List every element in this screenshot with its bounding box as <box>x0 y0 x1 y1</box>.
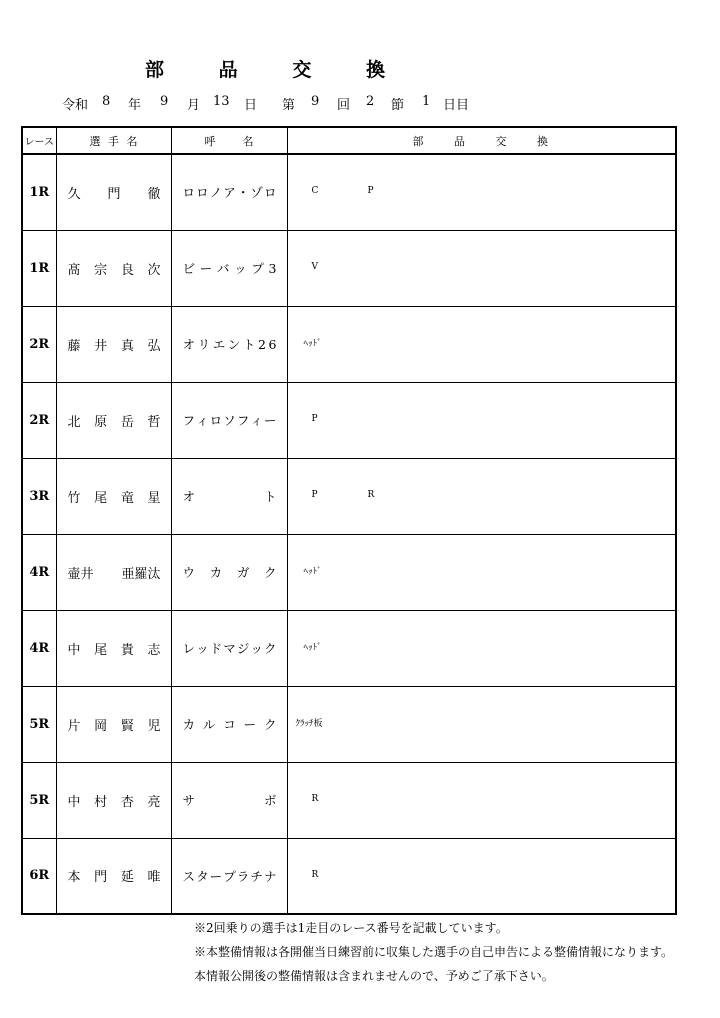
part-label: ﾍｯﾄﾞ <box>303 643 322 654</box>
racer-name-part: 徹 <box>147 186 161 202</box>
part-label: P <box>311 414 318 424</box>
month-unit: 月 <box>187 98 201 113</box>
racer-name-part: 村 <box>94 794 108 810</box>
parts-exchanged <box>287 458 676 534</box>
racer-name-part: 亮 <box>147 794 161 810</box>
call-name-char: プ <box>251 261 264 276</box>
header-char: 名 <box>242 134 254 148</box>
call-name-char: ・ <box>236 185 250 201</box>
parts-exchanged <box>287 306 676 382</box>
parts-exchanged <box>287 154 676 230</box>
page-title <box>145 55 385 82</box>
table-header-row <box>22 127 676 154</box>
call-name-char: ロ <box>209 413 223 428</box>
call-name <box>171 230 287 306</box>
table-row <box>22 230 676 306</box>
race-number: 2R <box>22 382 56 458</box>
part-label: R <box>367 490 375 500</box>
parts-exchanged <box>287 762 676 838</box>
racer-name-part: 竜 <box>120 490 134 506</box>
racer-name <box>56 382 171 458</box>
call-name-char: ス <box>182 868 196 884</box>
call-name-char: ッ <box>196 641 209 656</box>
call-name-char: ル <box>202 717 216 732</box>
call-name-char: フ <box>236 413 250 428</box>
call-name-char: ン <box>227 337 241 352</box>
call-name-char: ィ <box>196 413 209 428</box>
title-char: 交 <box>292 59 312 81</box>
racer-name-part: 貴 <box>120 642 134 658</box>
call-name-char: リ <box>197 337 211 352</box>
call-name-char: フ <box>182 413 196 428</box>
call-name-char: 6 <box>268 336 277 352</box>
racer-name <box>56 762 171 838</box>
call-name-char: ソ <box>223 413 236 428</box>
day-unit: 日 <box>244 98 258 113</box>
call-name-char: コ <box>223 717 236 732</box>
racer-name-part: 尾 <box>94 490 108 506</box>
parts-exchanged <box>287 838 676 914</box>
racer-name-part: 藤 <box>67 338 81 354</box>
racer-name-part: 弘 <box>147 338 161 354</box>
racer-name-part: 中 <box>67 642 81 658</box>
call-name-char: ロ <box>182 185 196 201</box>
racer-name-part: 児 <box>147 718 161 734</box>
racer-name-part: 岳 <box>120 414 134 430</box>
call-name-char: チ <box>250 868 263 884</box>
header-char: 呼 <box>204 134 216 148</box>
call-name-char: ク <box>263 717 277 732</box>
racer-name-part: 良 <box>120 262 134 278</box>
racer-name <box>56 230 171 306</box>
call-name-char: ノ <box>209 185 223 201</box>
racer-name-part: 杏 <box>120 794 134 810</box>
racer-name <box>56 458 171 534</box>
call-name <box>171 154 287 230</box>
call-name-char: カ <box>209 565 223 580</box>
year-unit: 年 <box>128 98 142 113</box>
part-label: ﾍｯﾄﾞ <box>303 567 322 578</box>
table-row <box>22 534 676 610</box>
racer-name-part: 亜羅汰 <box>121 566 161 582</box>
call-name-char: ビ <box>182 261 196 276</box>
racer-name-part: 井 <box>94 338 108 354</box>
race-number: 6R <box>22 838 56 914</box>
part-label: R <box>311 869 319 880</box>
title-char: 部 <box>145 59 165 81</box>
racer-name-part: 岡 <box>94 718 108 734</box>
parts-exchanged <box>287 534 676 610</box>
call-name-char: ロ <box>263 185 277 201</box>
title-char: 品 <box>218 59 238 81</box>
parts-exchanged <box>287 610 676 686</box>
racer-name-part: 竹 <box>67 490 81 506</box>
parts-exchanged <box>287 230 676 306</box>
table-row <box>22 306 676 382</box>
table-row <box>22 382 676 458</box>
call-name <box>171 838 287 914</box>
table-row <box>22 610 676 686</box>
call-name-char: ト <box>242 337 256 352</box>
call-name-char: エ <box>212 337 226 352</box>
call-name <box>171 306 287 382</box>
racer-name-part: 次 <box>147 262 161 278</box>
header-race: レース <box>22 127 56 154</box>
era: 令和 <box>62 98 89 113</box>
header-char: 品 <box>454 134 465 148</box>
part-label: ﾍｯﾄﾞ <box>303 339 322 350</box>
date-line <box>0 94 720 112</box>
racer-name-part: 久 <box>67 186 81 202</box>
call-name-char: ガ <box>236 565 250 580</box>
racer-name <box>56 838 171 914</box>
call-name-char: ウ <box>182 565 196 580</box>
call-name-char: ア <box>223 185 236 201</box>
month: 9 <box>160 94 169 109</box>
note-line: ※2回乗りの選手は1走目のレース番号を記載しています。 <box>194 921 508 935</box>
call-name-char: ジ <box>236 641 250 656</box>
call-name-char: ィ <box>250 413 263 428</box>
race-number: 3R <box>22 458 56 534</box>
racer-name-part: 志 <box>147 642 161 658</box>
table-row <box>22 458 676 534</box>
call-name-char: ラ <box>236 868 250 884</box>
call-name-char: ッ <box>234 261 247 276</box>
racer-name-part: 延 <box>120 870 134 886</box>
call-name-char: 2 <box>257 336 266 352</box>
table-row <box>22 838 676 914</box>
note-line: 本情報公開後の整備情報は含まれませんので、予めご了承下さい。 <box>194 969 554 983</box>
section-number: 2 <box>366 94 375 109</box>
call-name-char: レ <box>182 641 196 656</box>
part-label: V <box>311 262 318 272</box>
racer-name-part: 髙 <box>67 262 81 278</box>
meet-prefix: 第 <box>282 98 296 113</box>
call-name <box>171 534 287 610</box>
header-name <box>56 127 171 154</box>
header-char: 部 <box>412 134 424 148</box>
race-number: 2R <box>22 306 56 382</box>
parts-exchanged <box>287 382 676 458</box>
call-name-char: ッ <box>250 641 263 656</box>
call-name-char: サ <box>182 793 196 808</box>
call-name-char: ク <box>263 565 277 580</box>
table-row <box>22 762 676 838</box>
call-name-char: カ <box>182 717 196 732</box>
day-number: 1 <box>422 94 431 109</box>
parts-exchange-table <box>21 126 677 915</box>
racer-name-part: 賢 <box>120 718 134 734</box>
racer-name-part: 原 <box>94 414 108 430</box>
part-label: R <box>311 794 319 804</box>
call-name <box>171 610 287 686</box>
table-row <box>22 686 676 762</box>
race-number: 1R <box>22 154 56 230</box>
race-number: 4R <box>22 610 56 686</box>
call-name-char: ー <box>263 413 277 428</box>
part-label: C <box>311 186 319 197</box>
racer-name-part: 本 <box>67 870 81 886</box>
notes <box>194 916 673 988</box>
call-name-char: 3 <box>268 260 277 276</box>
call-name-char: ゾ <box>250 185 263 201</box>
header-parts <box>287 127 676 154</box>
call-name-char: ロ <box>196 185 209 201</box>
call-name-char: オ <box>182 337 196 352</box>
racer-name <box>56 306 171 382</box>
day: 13 <box>213 94 230 109</box>
part-label: ｸﾗｯﾁ板 <box>295 719 323 730</box>
racer-name-part: 門 <box>107 186 121 202</box>
call-name-char: バ <box>216 261 230 276</box>
call-name-char: ド <box>209 641 223 656</box>
call-name <box>171 762 287 838</box>
racer-name-part: 哲 <box>147 414 161 430</box>
racer-name-part: 壷井 <box>67 566 94 582</box>
call-name-char: マ <box>223 641 236 656</box>
racer-name-part: 中 <box>67 794 81 810</box>
call-name-char: プ <box>223 868 236 884</box>
racer-name-part: 片 <box>67 718 81 734</box>
year: 8 <box>102 94 111 109</box>
racer-name-part: 星 <box>147 490 161 506</box>
header-call-name <box>171 127 287 154</box>
racer-name-part: 北 <box>67 414 81 430</box>
table-row <box>22 154 676 230</box>
day-number-unit: 日目 <box>443 98 470 113</box>
racer-name-part: 尾 <box>94 642 108 658</box>
call-name-char: ナ <box>263 868 277 884</box>
header-char: 交 <box>495 134 507 148</box>
racer-name <box>56 534 171 610</box>
meet-unit: 回 <box>337 98 351 113</box>
racer-name-part: 門 <box>94 870 108 886</box>
call-name-char: ト <box>263 489 277 504</box>
racer-name-part: 真 <box>120 338 134 354</box>
race-number: 5R <box>22 686 56 762</box>
call-name <box>171 458 287 534</box>
header-char: 換 <box>537 134 548 148</box>
call-name-char: タ <box>196 868 209 884</box>
call-name-char: ー <box>199 261 213 276</box>
call-name-char: ー <box>209 868 223 884</box>
racer-name <box>56 610 171 686</box>
call-name <box>171 686 287 762</box>
header-char: 名 <box>126 134 138 148</box>
call-name <box>171 382 287 458</box>
part-label: P <box>367 186 374 197</box>
race-number: 1R <box>22 230 56 306</box>
title-char: 換 <box>365 59 385 81</box>
parts-exchanged <box>287 686 676 762</box>
header-char: 手 <box>108 134 119 148</box>
racer-name <box>56 686 171 762</box>
call-name-char: ー <box>243 717 257 732</box>
header-char: 選 <box>89 134 101 148</box>
part-label: P <box>311 490 318 500</box>
race-number: 5R <box>22 762 56 838</box>
racer-name-part: 宗 <box>94 262 108 278</box>
meet-number: 9 <box>311 94 320 109</box>
call-name-char: ク <box>263 641 277 656</box>
racer-name-part: 唯 <box>147 870 161 886</box>
racer-name <box>56 154 171 230</box>
call-name-char: ボ <box>263 793 277 808</box>
section-unit: 節 <box>391 98 405 113</box>
race-number: 4R <box>22 534 56 610</box>
call-name-char: オ <box>182 489 196 504</box>
note-line: ※本整備情報は各開催当日練習前に収集した選手の自己申告による整備情報になります。 <box>194 945 674 959</box>
